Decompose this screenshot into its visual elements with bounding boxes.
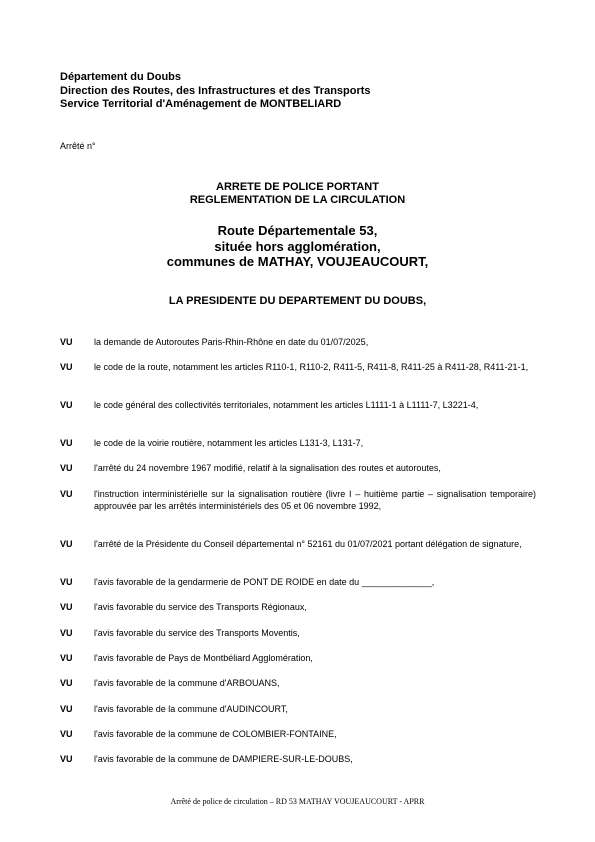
title-line-2: REGLEMENTATION DE LA CIRCULATION <box>189 194 406 206</box>
vu-text: l'avis favorable de la commune d'AUDINCOURT, <box>94 704 288 714</box>
vu-text: l'avis favorable de Pays de Montbéliard Agglomération, <box>94 653 313 663</box>
subject-line-3: communes de MATHAY, VOUJEAUCOURT, <box>166 254 429 269</box>
vu-label: VU <box>60 754 73 764</box>
document-subject <box>0 223 595 270</box>
vu-label: VU <box>60 628 73 638</box>
vu-label: VU <box>60 704 73 714</box>
vu-label: VU <box>60 577 73 587</box>
vu-label: VU <box>60 438 73 448</box>
subject-line-1: Route Départementale 53, <box>217 223 378 238</box>
vu-text: l'instruction interministérielle sur la signalisation routière (livre I – huitième partie – signalisation temporaire) approuvée par les arrêtés interministériels des 05 et 06 novembre 1992, <box>94 489 536 511</box>
vu-text: l'arrêté de la Présidente du Conseil départemental n° 52161 du 01/07/2021 portant délégation de signature, <box>94 539 522 549</box>
arrete-number: Arrêté n° <box>60 141 96 151</box>
document-header <box>60 71 371 112</box>
vu-label: VU <box>60 729 73 739</box>
vu-text: l'avis favorable de la commune de DAMPIERE-SUR-LE-DOUBS, <box>94 754 353 764</box>
vu-text: le code de la voirie routière, notamment les articles L131-3, L131-7, <box>94 438 364 448</box>
direction-name: Direction des Routes, des Infrastructures et des Transports <box>60 84 371 97</box>
subject-line-2: située hors agglomération, <box>214 238 381 254</box>
vu-text: l'avis favorable de la commune de COLOMBIER-FONTAINE, <box>94 729 337 739</box>
vu-label: VU <box>60 489 73 499</box>
vu-text: la demande de Autoroutes Paris-Rhin-Rhône en date du 01/07/2025, <box>94 337 369 347</box>
page-footer: Arrêté de police de circulation – RD 53 MATHAY VOUJEAUCOURT - APRR <box>170 797 425 806</box>
vu-label: VU <box>60 539 73 549</box>
vu-label: VU <box>60 653 73 663</box>
vu-label: VU <box>60 602 73 612</box>
title-line-1: ARRETE DE POLICE PORTANT <box>216 181 379 193</box>
vu-text: le code général des collectivités territoriales, notamment les articles L1111-1 à L1111-7, L3221-4, <box>94 400 479 410</box>
vu-label: VU <box>60 678 73 688</box>
vu-label: VU <box>60 362 73 372</box>
vu-text: l'arrêté du 24 novembre 1967 modifié, relatif à la signalisation des routes et autoroutes, <box>94 463 441 473</box>
vu-text: l'avis favorable de la commune d'ARBOUANS, <box>94 678 280 688</box>
vu-label: VU <box>60 337 73 347</box>
vu-text: l'avis favorable du service des Transports Moventis, <box>94 628 300 638</box>
service-name: Service Territorial d'Aménagement de MONTBELIARD <box>60 98 342 110</box>
vu-label: VU <box>60 400 73 410</box>
document-title <box>0 181 595 207</box>
vu-text: l'avis favorable de la gendarmerie de PONT DE ROIDE en date du ______________, <box>94 577 435 587</box>
vu-text: l'avis favorable du service des Transports Régionaux, <box>94 602 307 612</box>
authority-heading: LA PRESIDENTE DU DEPARTEMENT DU DOUBS, <box>168 295 427 307</box>
vu-text: le code de la route, notamment les articles R110-1, R110-2, R411-5, R411-8, R411-25 à R411-28, R411-21-1, <box>94 362 529 372</box>
department-name: Département du Doubs <box>60 71 182 83</box>
vu-label: VU <box>60 463 73 473</box>
